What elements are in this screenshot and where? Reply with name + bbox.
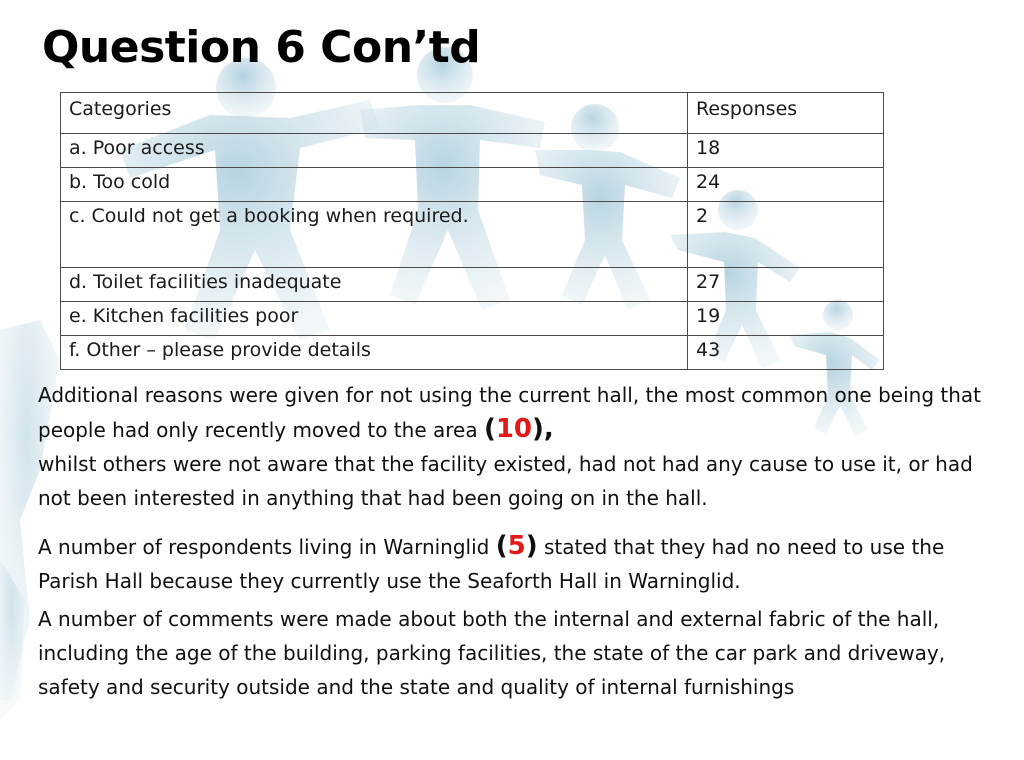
table-row [61, 302, 884, 336]
category-cell: a. Poor access [61, 134, 688, 168]
highlighted-count: 10 [495, 414, 533, 444]
table-header-row [61, 93, 884, 134]
responses-cell: 24 [688, 168, 884, 202]
paren-open: ( [495, 531, 508, 561]
header-categories: Categories [61, 93, 688, 134]
responses-cell: 19 [688, 302, 884, 336]
category-cell: c. Could not get a booking when required. [61, 202, 688, 268]
category-cell: d. Toilet facilities inadequate [61, 268, 688, 302]
responses-cell: 27 [688, 268, 884, 302]
category-cell: e. Kitchen facilities poor [61, 302, 688, 336]
paragraph-text: A number of respondents living in Warninglid [38, 535, 496, 559]
category-cell: f. Other – please provide details [61, 336, 688, 370]
paren-close: ), [532, 414, 554, 444]
category-cell: b. Too cold [61, 168, 688, 202]
paragraph-warninglid [38, 529, 988, 598]
paragraph-text: whilst others were not aware that the facility existed, had not had any cause to use it, or had not been interested in anything that had been going on in the hall. [38, 452, 973, 510]
slide-title: Question 6 Con’td [42, 22, 481, 73]
responses-cell: 43 [688, 336, 884, 370]
responses-cell: 2 [688, 202, 884, 268]
header-responses: Responses [688, 93, 884, 134]
table-row [61, 134, 884, 168]
table-row [61, 268, 884, 302]
paragraph-recent-movers [38, 378, 988, 515]
paragraph-text: stated that they had no need to use the Parish Hall because they currently use the Seaforth Hall in Warninglid. [38, 535, 945, 593]
paragraph-text: Additional reasons were given for not using the current hall, the most common one being that people had only recently moved to the area [38, 383, 981, 442]
paren-close: ) [525, 531, 538, 561]
table-row [61, 168, 884, 202]
paragraph-fabric-comments: A number of comments were made about both the internal and external fabric of the hall, including the age of the building, parking facilities, the state of the car park and driveway, safety and security outside and the state and quality of internal furnishings [38, 607, 946, 699]
body-text [38, 378, 988, 704]
paren-open: ( [483, 414, 496, 444]
table-row [61, 336, 884, 370]
responses-table [60, 92, 884, 370]
table-row [61, 202, 884, 268]
highlighted-count: 5 [507, 531, 526, 561]
responses-cell: 18 [688, 134, 884, 168]
